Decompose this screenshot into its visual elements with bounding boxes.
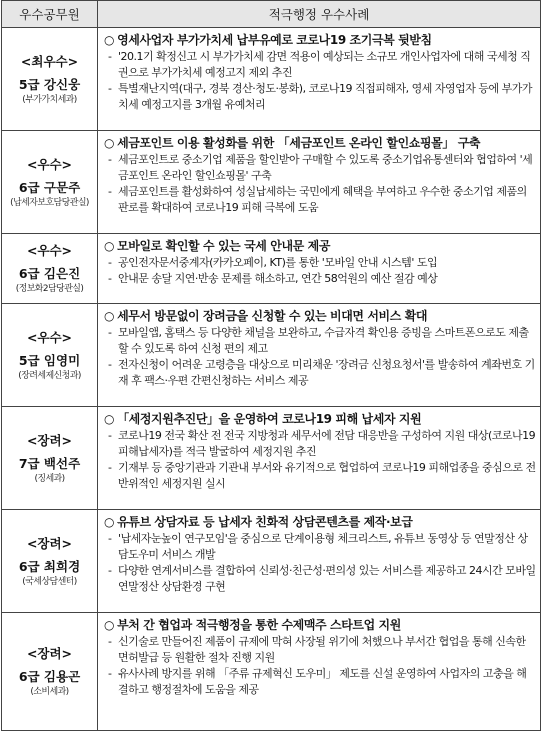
case-bullet-text: 세금포인트를 활성화하여 성실납세하는 국민에게 혜택을 부여하고 우수한 중소기업 제품의 판로를 확대하여 코로나19 피해 극복에 도움 xyxy=(118,185,527,214)
employee-department: (정보화2담당관실) xyxy=(15,284,84,294)
case-bullet xyxy=(104,81,536,113)
employee-department: (부가가치세과) xyxy=(22,94,77,105)
case-bullet-text: '20.1기 확정신고 시 부가가치세 감면 적용이 예상되는 소규모 개인사업자에 대해 국세청 직권으로 부가가치세 예정고지 제외 추진 xyxy=(118,50,531,79)
dash-bullet-icon: - xyxy=(108,429,112,442)
case-bullet xyxy=(104,666,536,698)
case-bullet xyxy=(104,325,536,357)
case-bullet-text: 안내문 송달 지연·반송 문제를 해소하고, 연간 58억원의 예산 절감 예상 xyxy=(118,272,438,285)
award-grade: <장려> xyxy=(26,535,73,551)
case-bullet xyxy=(104,255,536,271)
dash-bullet-icon: - xyxy=(108,358,112,371)
case-cell xyxy=(98,510,541,613)
circle-bullet-icon: ○ xyxy=(104,309,115,323)
case-title xyxy=(104,616,536,634)
dash-bullet-icon: - xyxy=(108,564,112,577)
table-row xyxy=(2,234,541,304)
case-bullet-text: 세금포인트로 중소기업 제품을 할인받아 구매할 수 있도록 중소기업유통센터와 협업하여 '세금포인트 온라인 할인쇼핑몰' 구축 xyxy=(118,153,533,182)
case-bullets xyxy=(104,152,536,216)
case-title xyxy=(104,134,536,152)
case-bullet-text: 다양한 연계서비스를 결합하여 신뢰성·친근성·편의성 있는 서비스를 제공하고 24시간 모바일 연말정산 상담환경 구현 xyxy=(118,564,536,593)
case-bullet xyxy=(104,460,536,492)
case-bullet-text: 특별재난지역(대구, 경북 경산·청도·봉화), 코로나19 직접피해자, 영세 자영업자 등에 부가가치세 예정고지를 3개월 유예처리 xyxy=(118,82,532,111)
case-bullet-text: 유사사례 방지를 위해 「주류 규제혁신 도우미」 제도를 신설 운영하여 사업자의 고충을 해결하고 행정절차에 도움을 제공 xyxy=(118,667,527,696)
case-title-text: 「세정지원추진단」을 운영하여 코로나19 피해 납세자 지원 xyxy=(117,412,422,426)
case-title xyxy=(104,31,536,49)
award-grade: <우수> xyxy=(26,156,73,172)
table-header-row xyxy=(2,1,541,28)
case-cell xyxy=(98,28,541,131)
case-bullets xyxy=(104,428,536,492)
award-grade: <장려> xyxy=(26,646,73,661)
case-title xyxy=(104,410,536,428)
table-row xyxy=(2,613,541,731)
employee-cell xyxy=(2,407,98,510)
employee-name: 5급 강신웅 xyxy=(18,76,81,92)
case-title-text: 세무서 방문없이 장려금을 신청할 수 있는 비대면 서비스 확대 xyxy=(117,309,428,323)
case-bullets xyxy=(104,49,536,113)
case-bullets xyxy=(104,634,536,698)
employee-department: (소비세과) xyxy=(30,687,69,697)
employee-name: 7급 백선주 xyxy=(18,455,81,471)
case-bullets xyxy=(104,255,536,287)
case-title xyxy=(104,307,536,325)
case-title xyxy=(104,513,536,531)
employee-department: (납세자보호담당관실) xyxy=(10,197,89,208)
case-bullet-text: '납세자눈높이 연구모임'을 중심으로 단계이용형 체크리스트, 유튜브 동영상 등 연말정산 상담도우미 서비스 개발 xyxy=(118,532,528,561)
employee-cell xyxy=(2,28,98,131)
case-title xyxy=(104,237,536,255)
award-table xyxy=(1,0,541,731)
case-title-text: 모바일로 확인할 수 있는 국세 안내문 제공 xyxy=(117,239,331,253)
header-cases: 적극행정 우수사례 xyxy=(98,1,541,28)
case-bullets xyxy=(104,531,536,595)
case-title-text: 세금포인트 이용 활성화를 위한 「세금포인트 온라인 할인쇼핑몰」 구축 xyxy=(117,136,481,150)
employee-cell xyxy=(2,510,98,613)
award-grade: <우수> xyxy=(26,243,73,258)
case-bullet xyxy=(104,49,536,81)
case-bullet xyxy=(104,563,536,595)
circle-bullet-icon: ○ xyxy=(104,239,115,253)
table-row xyxy=(2,304,541,407)
case-bullet xyxy=(104,271,536,287)
dash-bullet-icon: - xyxy=(108,153,112,166)
dash-bullet-icon: - xyxy=(108,256,112,269)
case-cell xyxy=(98,131,541,234)
circle-bullet-icon: ○ xyxy=(104,33,115,47)
case-title-text: 영세사업자 부가가치세 납부유예로 코로나19 조기극복 뒷받침 xyxy=(117,33,432,47)
case-bullet xyxy=(104,152,536,184)
case-bullets xyxy=(104,325,536,389)
employee-name: 6급 김은진 xyxy=(18,266,81,281)
employee-cell xyxy=(2,613,98,731)
case-bullet xyxy=(104,428,536,460)
dash-bullet-icon: - xyxy=(108,82,112,95)
case-cell xyxy=(98,613,541,731)
case-title-text: 부처 간 협업과 적극행정을 통한 수제맥주 스타트업 지원 xyxy=(117,618,401,632)
case-bullet-text: 공인전자문서중계자(카카오페이, KT)를 통한 '모바일 안내 시스템' 도입 xyxy=(118,256,438,269)
employee-department: (장려세제신청과) xyxy=(18,370,81,381)
case-bullet xyxy=(104,531,536,563)
case-bullet-text: 코로나19 전국 확산 전 전국 지방청과 세무서에 전담 대응반을 구성하여 지원 대상(코로나19 피해납세자)를 적극 발굴하여 세정지원 추진 xyxy=(118,429,536,458)
employee-name: 5급 임영미 xyxy=(18,352,81,368)
dash-bullet-icon: - xyxy=(108,50,112,63)
dash-bullet-icon: - xyxy=(108,461,112,474)
dash-bullet-icon: - xyxy=(108,185,112,198)
table-row xyxy=(2,131,541,234)
circle-bullet-icon: ○ xyxy=(104,136,115,150)
table-row xyxy=(2,510,541,613)
dash-bullet-icon: - xyxy=(108,532,112,545)
employee-cell xyxy=(2,304,98,407)
circle-bullet-icon: ○ xyxy=(104,618,115,632)
employee-department: (국세상담센터) xyxy=(22,576,77,587)
case-bullet xyxy=(104,634,536,666)
case-cell xyxy=(98,304,541,407)
table-row xyxy=(2,28,541,131)
award-grade: <우수> xyxy=(26,329,73,345)
case-bullet xyxy=(104,184,536,216)
case-title-text: 유튜브 상담자료 등 납세자 친화적 상담콘텐츠를 제작·보급 xyxy=(117,515,413,529)
employee-cell xyxy=(2,234,98,304)
award-grade: <최우수> xyxy=(20,53,79,69)
dash-bullet-icon: - xyxy=(108,667,112,680)
case-bullet-text: 모바일앱, 홈택스 등 다양한 채널을 보완하고, 수급자격 확인용 증빙을 스마트폰으로도 제출할 수 있도록 하여 신청 편의 제고 xyxy=(118,326,529,355)
case-cell xyxy=(98,407,541,510)
employee-name: 6급 최희경 xyxy=(18,558,81,574)
employee-cell xyxy=(2,131,98,234)
award-grade: <장려> xyxy=(26,432,73,448)
employee-name: 6급 김용곤 xyxy=(18,669,81,684)
dash-bullet-icon: - xyxy=(108,326,112,339)
case-cell xyxy=(98,234,541,304)
employee-department: (징세과) xyxy=(34,473,65,484)
dash-bullet-icon: - xyxy=(108,272,112,285)
case-bullet-text: 신기술로 만들어진 제품이 규제에 막혀 사장될 위기에 처했으나 부서간 협업을 통해 신속한 면허발급 등 원활한 절차 진행 지원 xyxy=(118,635,526,664)
dash-bullet-icon: - xyxy=(108,635,112,648)
circle-bullet-icon: ○ xyxy=(104,515,115,529)
case-bullet xyxy=(104,357,536,389)
header-employee: 우수공무원 xyxy=(2,1,98,28)
table-row xyxy=(2,407,541,510)
circle-bullet-icon: ○ xyxy=(104,412,115,426)
case-bullet-text: 기재부 등 중앙기관과 기관내 부서와 유기적으로 협업하여 코로나19 피해업종을 중심으로 전반위적인 세정지원 실시 xyxy=(118,461,536,490)
case-bullet-text: 전자신청이 어려운 고령층을 대상으로 미리채운 '장려금 신청요청서'를 발송하여 계좌번호 기재 후 팩스·우편 간편신청하는 서비스 제공 xyxy=(118,358,535,387)
employee-name: 6급 구문주 xyxy=(18,179,81,195)
